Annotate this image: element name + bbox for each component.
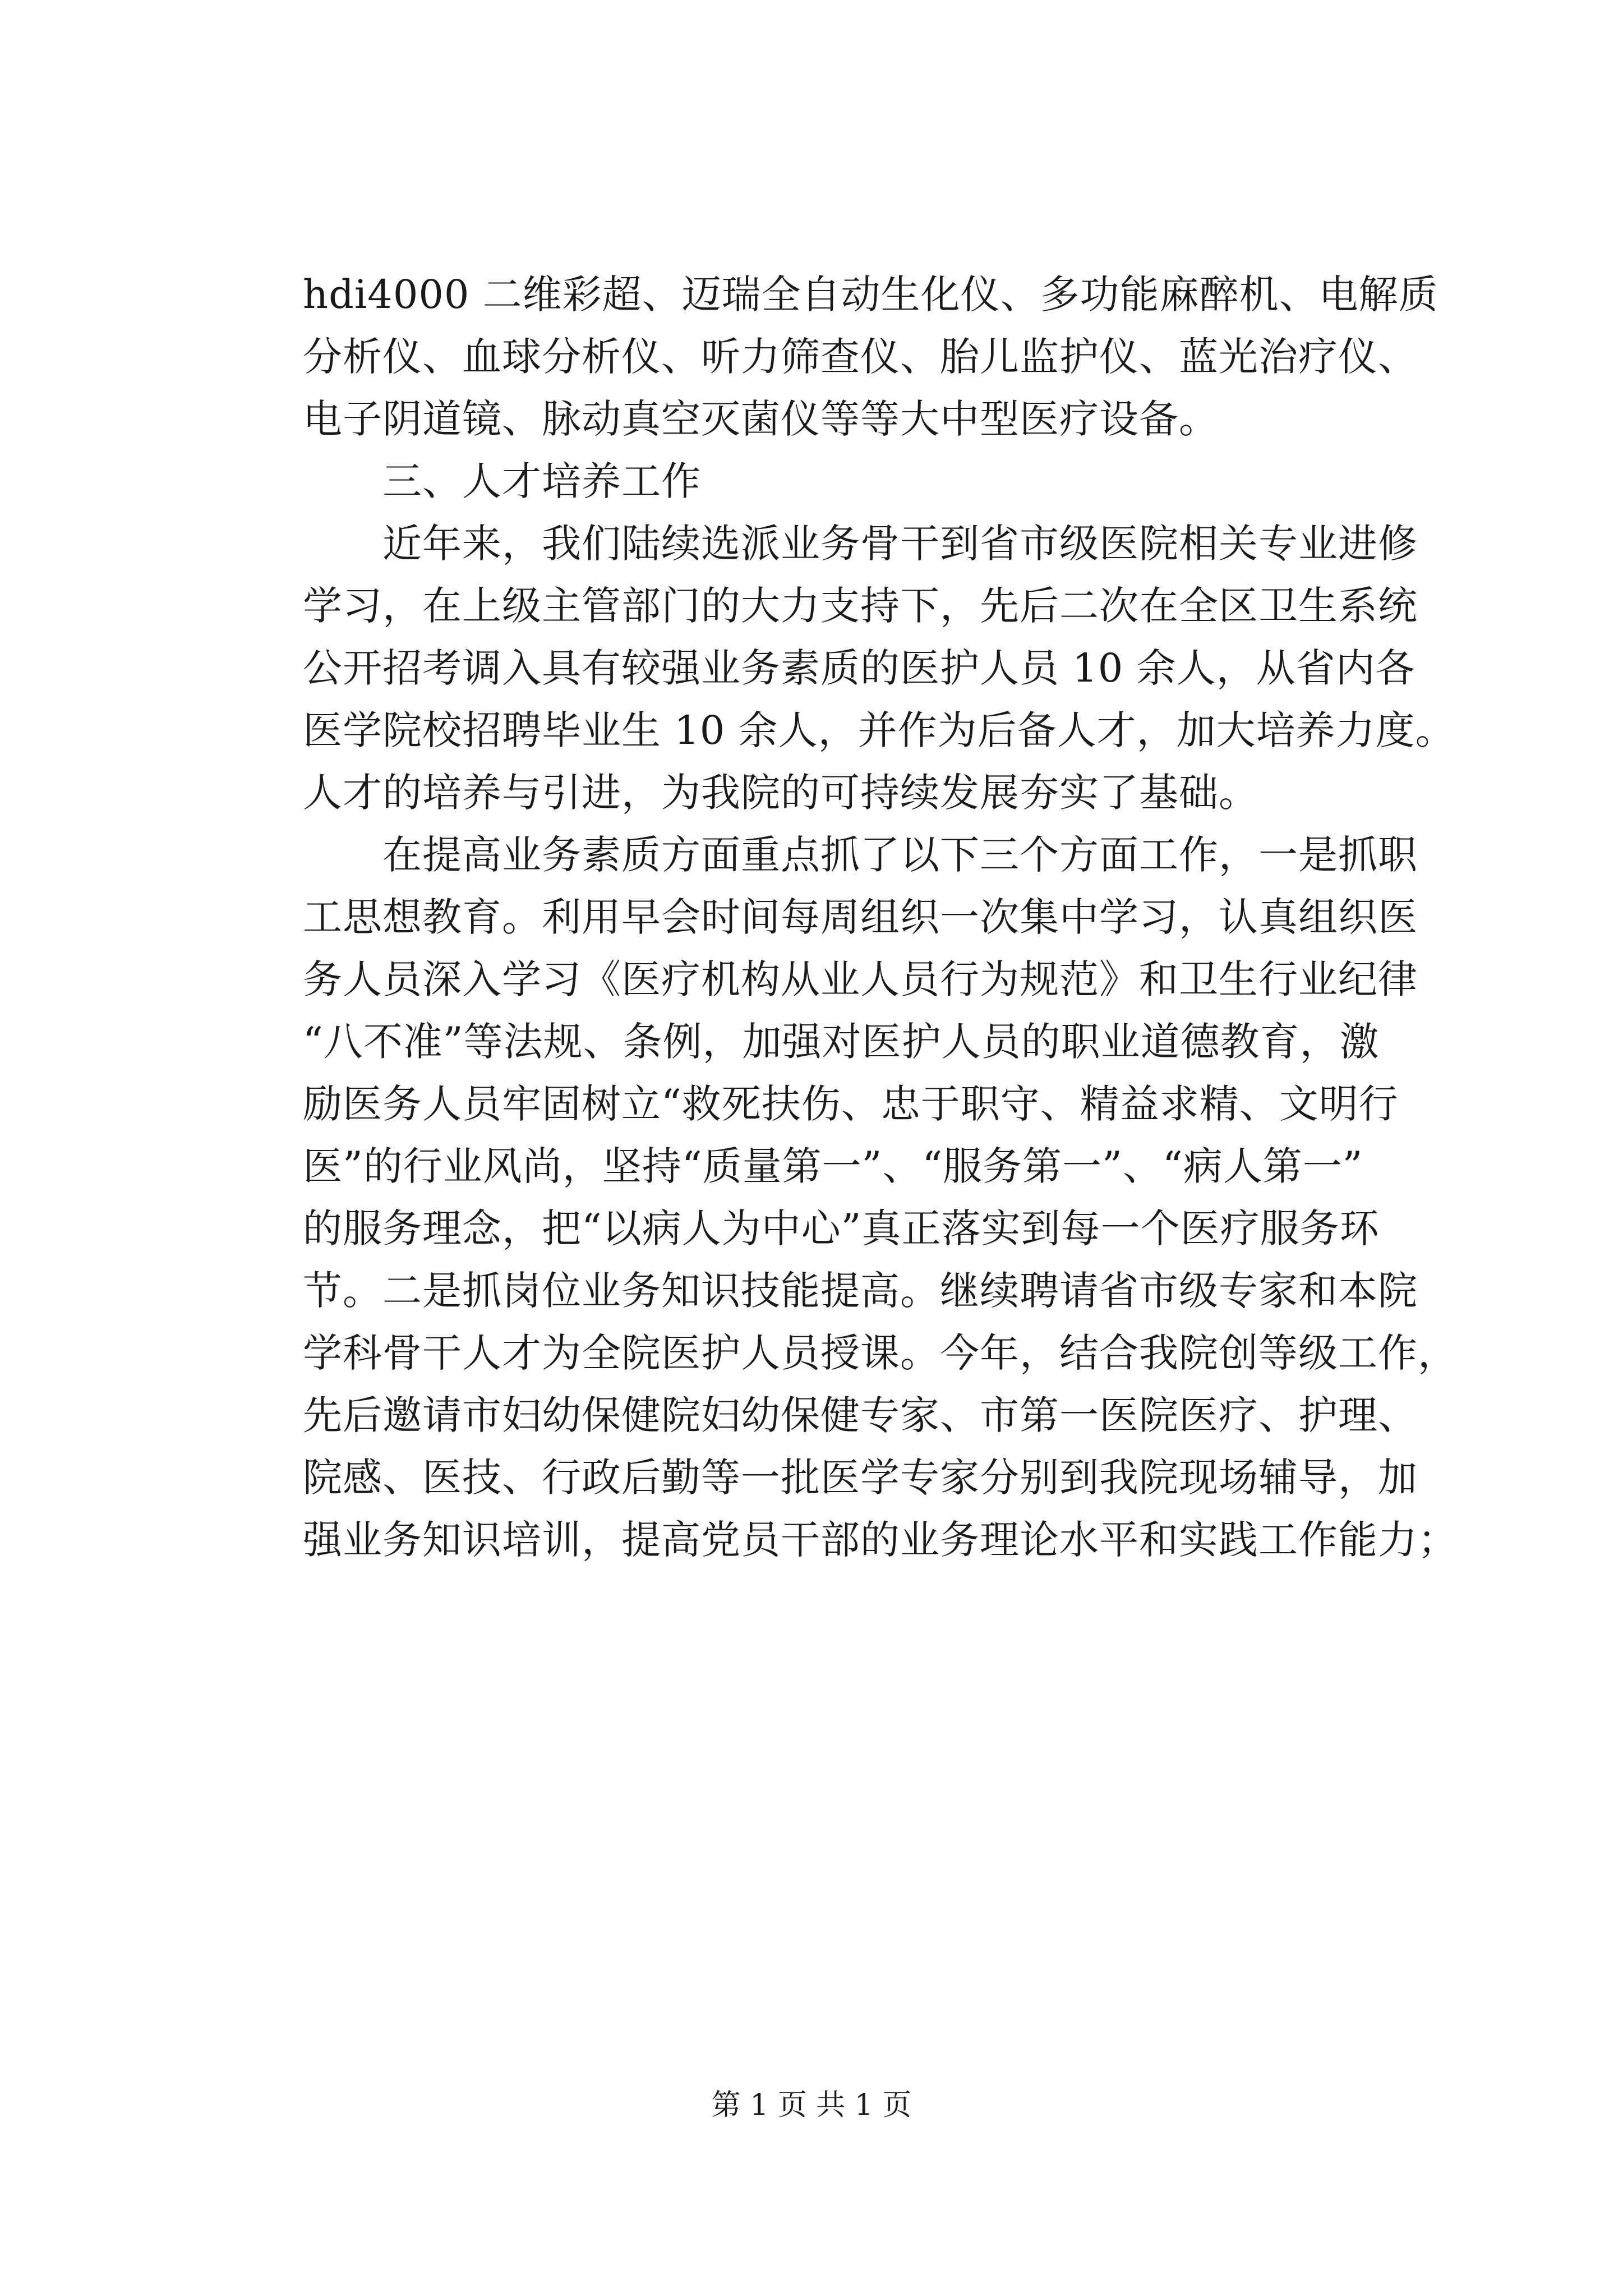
text-line: 电子阴道镜、脉动真空灭菌仪等等大中型医疗设备。 xyxy=(303,396,1219,442)
text-line: 务人员深入学习《医疗机构从业人员行为规范》和卫生行业纪律 xyxy=(303,956,1418,1002)
text-line: 强业务知识培训，提高党员干部的业务理论水平和实践工作能力； xyxy=(303,1517,1458,1563)
text-line: 学科骨干人才为全院医护人员授课。今年，结合我院创等级工作， xyxy=(303,1330,1458,1376)
text-line: 励医务人员牢固树立“救死扶伤、忠于职守、精益求精、文明行 xyxy=(303,1081,1399,1127)
text-line: 近年来，我们陆续选派业务骨干到省市级医院相关专业进修 xyxy=(382,521,1418,567)
text-line: 三、人才培养工作 xyxy=(382,458,701,504)
page-footer: 第 1 页 共 1 页 xyxy=(711,2088,912,2122)
text-line: 的服务理念，把“以病人为中心”真正落实到每一个医疗服务环 xyxy=(303,1205,1380,1251)
text-line: “八不准”等法规、条例，加强对医护人员的职业道德教育，激 xyxy=(303,1019,1380,1065)
text-line: 公开招考调入具有较强业务素质的医护人员 10 余人，从省内各 xyxy=(303,645,1415,691)
text-line: 人才的培养与引进，为我院的可持续发展夯实了基础。 xyxy=(303,770,1258,816)
text-line: 工思想教育。利用早会时间每周组织一次集中学习，认真组织医 xyxy=(303,894,1418,940)
text-line: 节。二是抓岗位业务知识技能提高。继续聘请省市级专家和本院 xyxy=(303,1268,1418,1314)
text-line: 先后邀请市妇幼保健院妇幼保健专家、市第一医院医疗、护理、 xyxy=(303,1392,1418,1438)
document-body xyxy=(303,264,1458,1571)
text-line: 医学院校招聘毕业生 10 余人，并作为后备人才，加大培养力度。 xyxy=(303,707,1455,753)
text-line: 医”的行业风尚，坚持“质量第一”、“服务第一”、“病人第一” xyxy=(303,1143,1363,1189)
text-line: 院感、医技、行政后勤等一批医学专家分别到我院现场辅导，加 xyxy=(303,1455,1418,1501)
text-line: 在提高业务素质方面重点抓了以下三个方面工作，一是抓职 xyxy=(382,832,1418,878)
text-line: 分析仪、血球分析仪、听力筛查仪、胎儿监护仪、蓝光治疗仪、 xyxy=(303,334,1418,380)
text-line: hdi4000 二维彩超、迈瑞全自动生化仪、多功能麻醉机、电解质 xyxy=(303,272,1438,318)
text-line: 学习，在上级主管部门的大力支持下，先后二次在全区卫生系统 xyxy=(303,583,1418,629)
